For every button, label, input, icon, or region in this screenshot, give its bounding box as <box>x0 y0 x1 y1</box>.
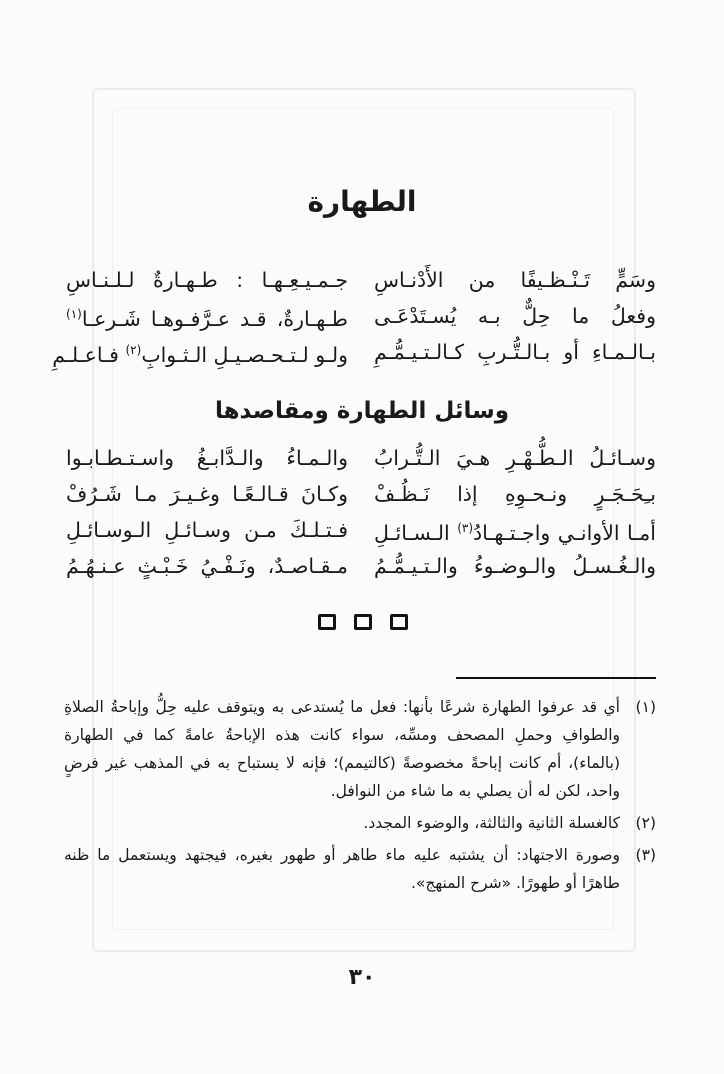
footnotes <box>64 693 656 901</box>
hemistich-tail: فـاعـلـمِ <box>52 342 126 367</box>
square-ornament-icon <box>390 614 408 630</box>
verse-second-hemistich: والـمـاءُ والـدَّابـغُ واسـتـطـابـوا <box>66 446 348 470</box>
verse-second-hemistich: مـقـاصـدٌ، ونَـفْـيُ خَـبْـثٍ عـنـهُـمُ <box>66 554 348 578</box>
footnote <box>64 693 656 805</box>
footnote-marker: (٣) <box>457 520 474 535</box>
section-heading: وسائل الطهارة ومقاصدها <box>214 398 510 424</box>
verse-second-hemistich: جـمـيـعِـهـا : طـهـارةٌ لـلـنـاسِ <box>66 268 348 292</box>
hemistich-text: أمـا الأوانـي واجـتـهـادُ <box>473 520 656 545</box>
verse-first-hemistich: بـالـمـاءِ أو بـالـتُّـربِ كـالـتـيـمُّـمِ <box>374 340 656 364</box>
footnote-number: (٣) <box>635 846 656 864</box>
footnote <box>64 809 656 837</box>
hemistich-tail: الـسـائـلِ <box>374 520 458 545</box>
hemistich-text: ولـو لـتـحـصـيـلِ الـثـوابِ <box>141 342 348 367</box>
footnote-text: وصورة الاجتهاد: أن يشتبه عليه ماء طاهر أو طهور بغيره، فيجتهد ويستعمل ما ظنه طاهرًا أو طهورًا. «شرح المنهج». <box>64 846 620 892</box>
footnote-divider <box>456 677 656 679</box>
verse-first-hemistich: والـغُـسـلُ والـوضـوءُ والـتـيـمُّـمُ <box>374 554 656 578</box>
footnote-number: (١) <box>635 698 656 716</box>
verse-second-hemistich: فـتـلـكَ مـن وسـائـلِ الـوسـائـلِ <box>66 518 348 542</box>
square-ornament-icon <box>318 614 336 630</box>
footnote-marker: (١) <box>66 306 82 321</box>
verse-first-hemistich: وفعلُ ما حِلٌّ بـه يُسـتَدْعَـى <box>374 304 656 328</box>
page-number: ٣٠ <box>348 965 376 990</box>
poem-section-2 <box>66 440 656 584</box>
verse-first-hemistich: وسـائـلُ الـطُّـهْـرِ هـيَ الـتُّـرابُ <box>374 446 656 470</box>
hemistich-text: طـهـارةٌ، قـد عـرَّفـوهـا شَـرعـا <box>81 306 348 331</box>
square-ornament-icon <box>354 614 372 630</box>
footnote <box>64 841 656 897</box>
verse-second-hemistich <box>66 296 348 337</box>
chapter-title: الطهارة <box>307 185 417 218</box>
poem-section-1 <box>52 262 656 370</box>
verse-first-hemistich: بـِحَـجَـرٍ ونـحـوِهِ إذا نَـظُـفْ <box>374 482 656 506</box>
verse <box>66 440 656 476</box>
footnote-text: أي قد عرفوا الطهارة شرعًا بأنها: فعل ما يُستدعى به ويتوقف عليه حِلُّ وإباحةُ الصلاةِ والطوافِ وحملِ المصحف ومسِّه، سواء كانت هذه الإباحةُ عامةً كما في الطهارة (بالماء)، أم كانت إباحةً مخصوصةً (كالتيمم)؛ فإنه لا يستباح به في المذهب غير فرضٍ واحد، لكن له أن يصلي به ما شاء من النوافل. <box>64 698 620 800</box>
footnote-marker: (٢) <box>125 342 142 357</box>
verse-second-hemistich: وكـانَ قـالـعًـا وغـيـرَ مـا شَـرُفْ <box>66 482 348 506</box>
verse <box>52 334 656 370</box>
section-end-ornament <box>318 614 408 634</box>
footnote-text: كالغسلة الثانية والثالثة، والوضوء المجدد. <box>363 814 620 832</box>
verse <box>66 548 656 584</box>
verse <box>66 298 656 334</box>
verse <box>66 476 656 512</box>
footnote-number: (٢) <box>635 814 656 832</box>
verse-first-hemistich: وسَمٍّ تَـنْـظـيفًا من الأَدْنـاسِ <box>374 268 656 292</box>
verse-second-hemistich <box>52 332 348 373</box>
verse <box>66 262 656 298</box>
verse <box>66 512 656 548</box>
verse-first-hemistich <box>374 510 656 551</box>
